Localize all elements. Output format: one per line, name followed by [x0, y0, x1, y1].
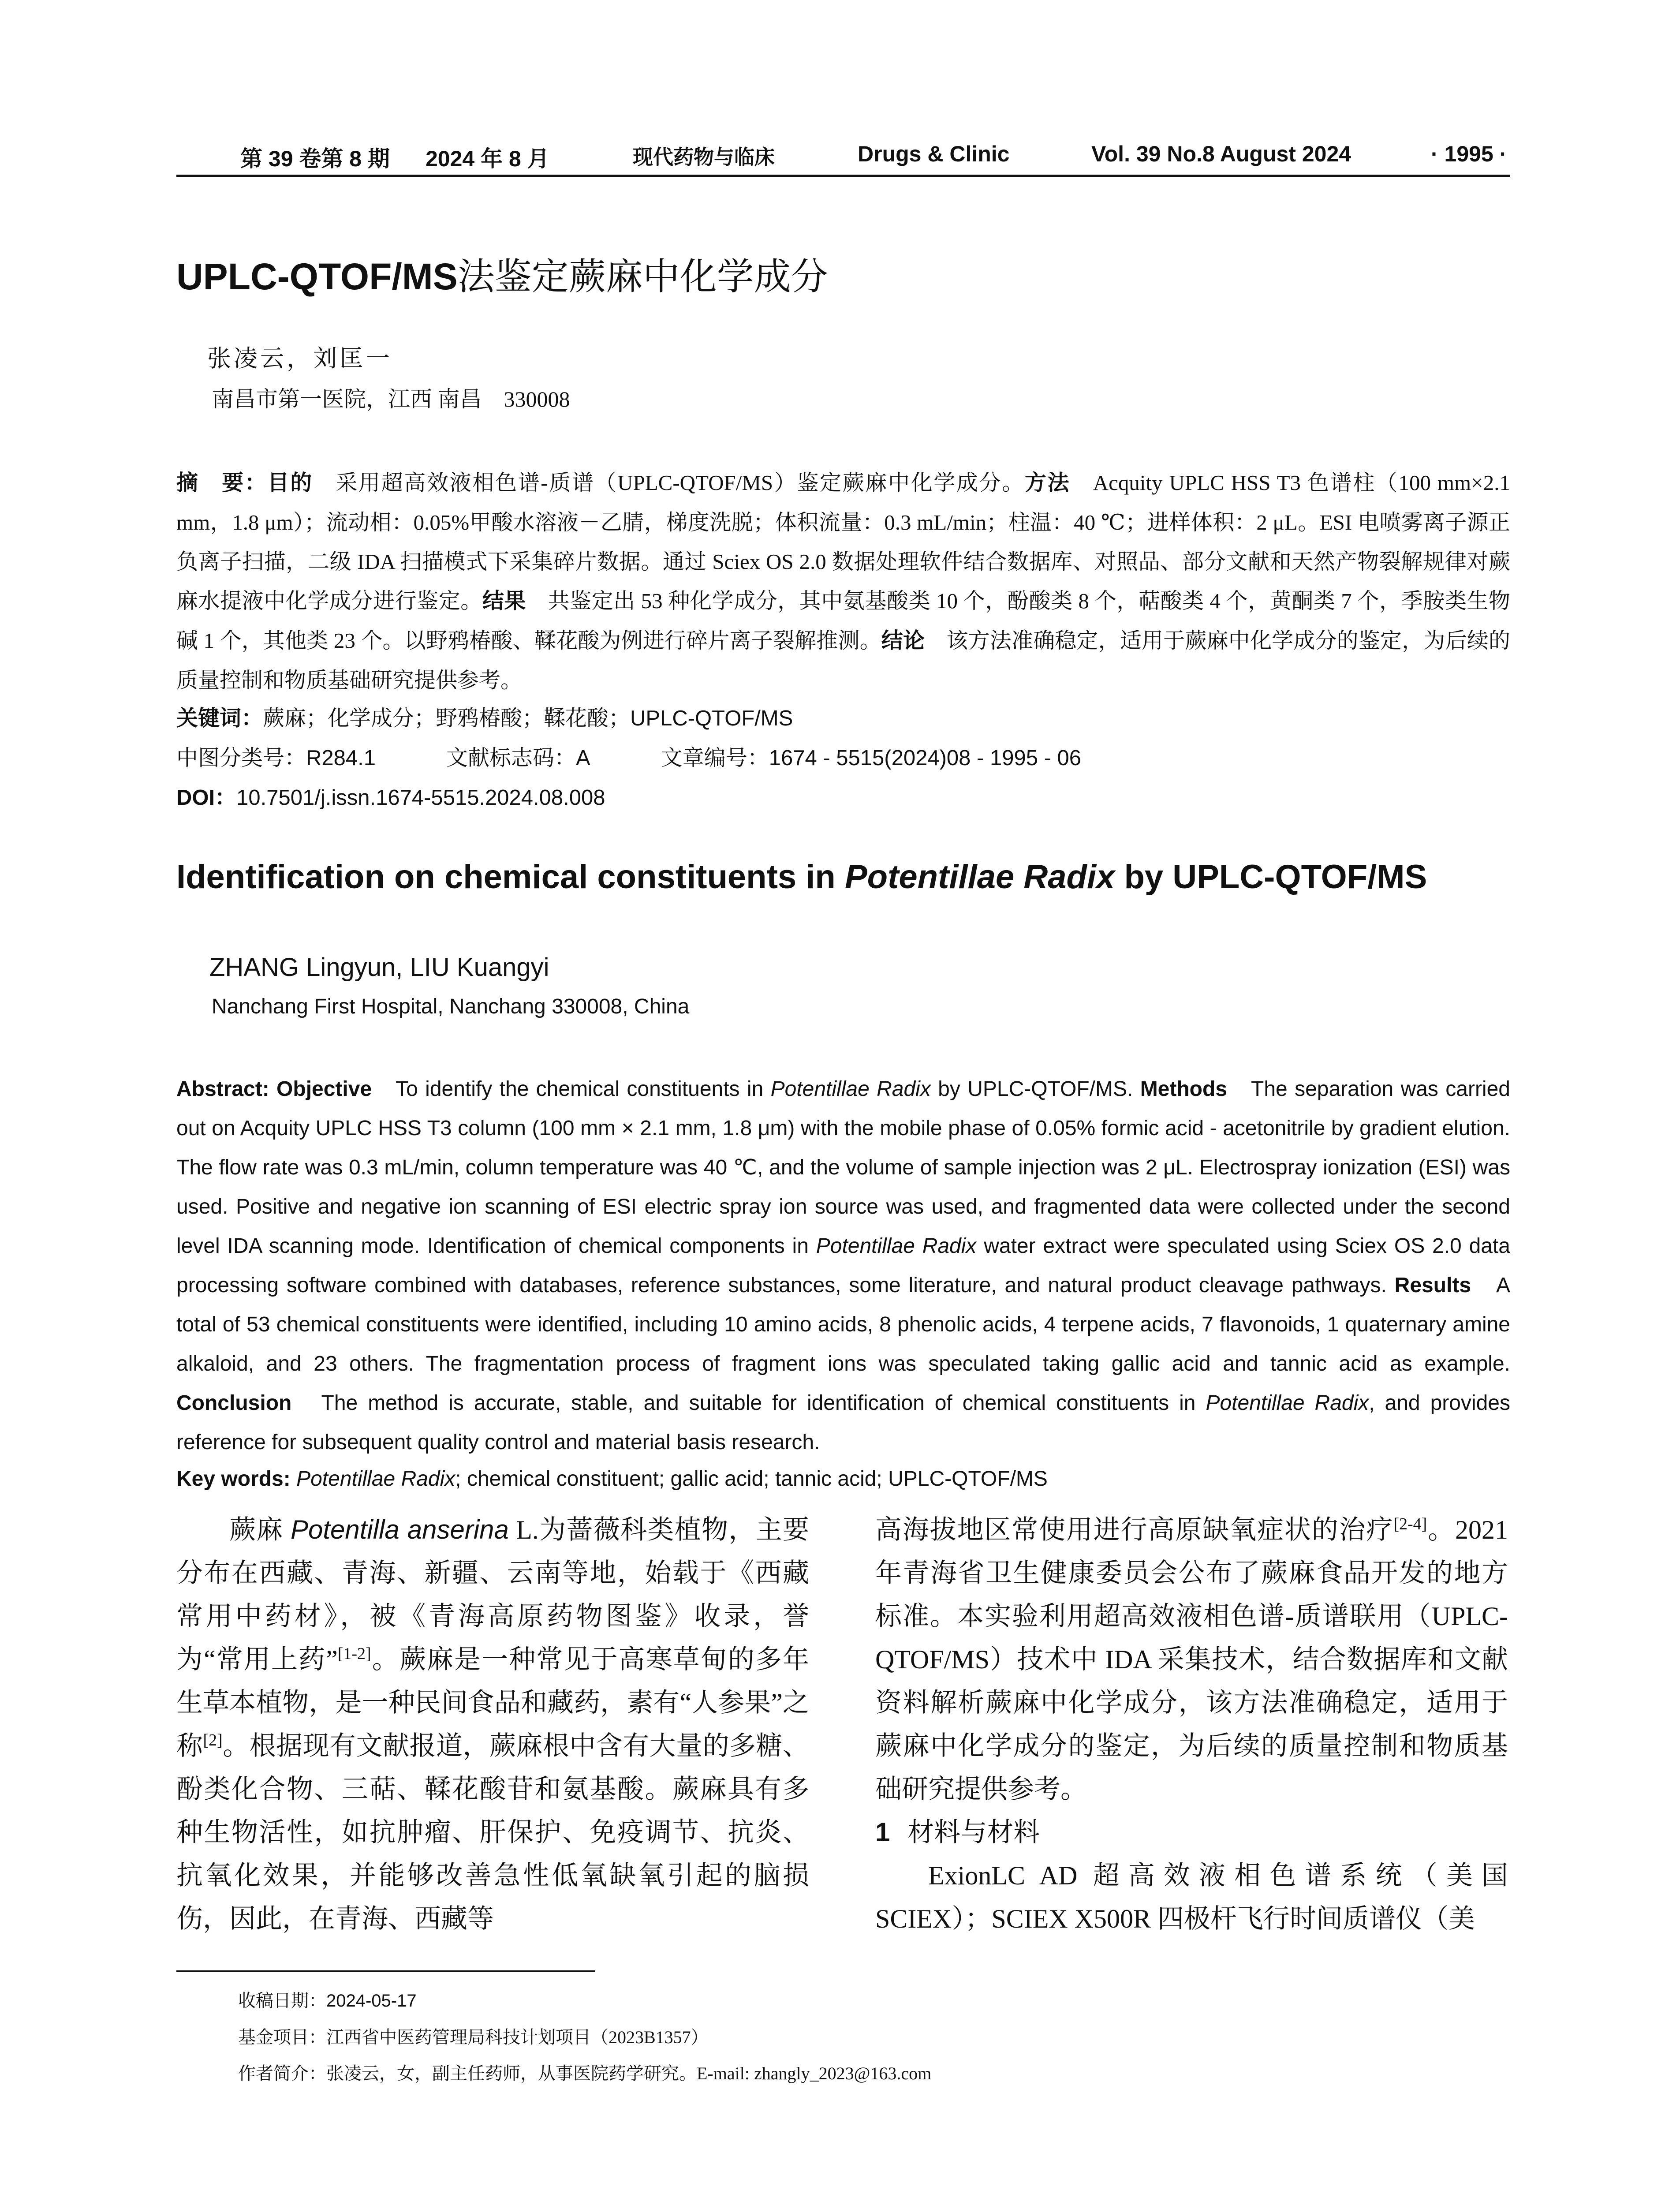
- doi-value[interactable]: 10.7501/j.issn.1674-5515.2024.08.008: [236, 786, 605, 810]
- abstract-en-objective-b: by UPLC-QTOF/MS.: [930, 1077, 1140, 1101]
- header-volume-cn: 第 39 卷第 8 期: [240, 146, 390, 171]
- citation-ref[interactable]: [2-4]: [1393, 1515, 1427, 1533]
- footnote-author: [238, 2059, 931, 2085]
- body-paragraph: [176, 1508, 809, 1940]
- abstract-cn-objective-label: 目的: [267, 471, 313, 495]
- clc-number: 中图分类号：R284.1: [176, 746, 376, 770]
- title-cn-latin: UPLC-QTOF/MS: [176, 256, 458, 297]
- abstract-en-methods-label: Methods: [1140, 1077, 1228, 1101]
- header-rule: [176, 175, 1510, 177]
- footnote-label: 收稿日期：: [238, 1991, 326, 2011]
- title-en-after: by UPLC-QTOF/MS: [1115, 858, 1427, 896]
- abstract-en-results: A total of 53 chemical constituents were identified, including 10 amino acids, 8 phenolic acids, 4 terpene acids, 7 flavonoids, 1 quaternary amine alkaloid, and 23 others. The fragmentation process of fragment ions was speculated taking gallic acid and tannic acid as example.: [176, 1274, 1510, 1375]
- abstract-en-methods-b: water extract were speculated using Sciex OS 2.0 data processing software combined with databases, reference substances, some literature, and natural product cleavage pathways.: [176, 1234, 1510, 1297]
- footnote-value: 江西省中医药管理局科技计划项目（2023B1357）: [326, 2027, 709, 2047]
- header-date-cn: 2024 年 8 月: [426, 146, 549, 171]
- doi-line: [176, 781, 605, 811]
- abstract-en-objective-italic: Potentillae Radix: [770, 1077, 931, 1101]
- body-text: 。蕨麻是一种常见于高寒草甸的多年生草本植物，是一种民间食品和藏药，素有“人参果”之称: [176, 1645, 810, 1760]
- section-number: 1: [875, 1817, 890, 1847]
- footnote-label: 基金项目：: [238, 2028, 326, 2047]
- abstract-en-methods-italic: Potentillae Radix: [816, 1234, 977, 1258]
- abstract-en-conclusion-italic: Potentillae Radix: [1206, 1391, 1369, 1415]
- doi-label: DOI：: [176, 786, 237, 810]
- section-title: 材料与材料: [907, 1817, 1040, 1847]
- header-page-number: · 1995 ·: [1431, 142, 1507, 166]
- abstract-cn-conclusion-label: 结论: [881, 629, 925, 653]
- footnote-label: 作者简介：: [238, 2064, 326, 2083]
- footnote-value: 2024-05-17: [326, 1991, 417, 2011]
- article-number: 文章编号：1674 - 5515(2024)08 - 1995 - 06: [661, 746, 1082, 770]
- footnote-rule: [176, 1970, 595, 1972]
- section-heading: [875, 1811, 1508, 1854]
- footnote-received: [238, 1987, 417, 2012]
- doc-code: 文献标志码：A: [446, 746, 590, 770]
- abstract-en-conclusion-label: Conclusion: [176, 1391, 292, 1415]
- abstract-en-conclusion-b: , and provides reference for subsequent quality control and material basis research.: [176, 1391, 1510, 1454]
- title-cn-rest: 法鉴定蕨麻中化学成分: [457, 257, 828, 298]
- citation-ref[interactable]: [2]: [203, 1731, 223, 1749]
- keywords-cn-value: 蕨麻；化学成分；野鸦椿酸；鞣花酸；UPLC-QTOF/MS: [263, 706, 793, 730]
- authors-cn: 张凌云，刘匡一: [207, 345, 392, 372]
- keywords-cn: [176, 701, 793, 732]
- affiliation-cn: 南昌市第一医院，江西 南昌 330008: [212, 387, 570, 411]
- abstract-en: [176, 1069, 1510, 1462]
- classification-line: [176, 741, 1081, 772]
- title-en-before: Identification on chemical constituents in: [176, 858, 845, 896]
- abstract-en-label: Abstract: Objective: [176, 1077, 372, 1101]
- keywords-en-italic: Potentillae Radix: [290, 1467, 455, 1491]
- article-title-cn: [176, 247, 828, 300]
- abstract-cn: [176, 463, 1510, 700]
- affiliation-en: Nanchang First Hospital, Nanchang 330008, China: [212, 995, 690, 1018]
- abstract-cn-conclusion: 该方法准确稳定，适用于蕨麻中化学成分的鉴定，为后续的质量控制和物质基础研究提供参考。: [176, 628, 1510, 692]
- abstract-en-methods-a: The separation was carried out on Acquity UPLC HSS T3 column (100 mm × 2.1 mm, 1.8 μm) with the mobile phase of 0.05% formic acid - acetonitrile by gradient elution. The flow rate was 0.3 mL/min, column temperature was 40 ℃, and the volume of sample injection was 2 μL. Electrospray ionization (ESI) was used. Positive and negative ion scanning of ESI electric spray ion source was used, and fragmented data were collected under the second level IDA scanning mode. Identification of chemical components in: [176, 1077, 1510, 1258]
- body-text: ExionLC AD 超高效液相色谱系统（美国 SCIEX）；SCIEX X500R 四极杆飞行时间质谱仪（美: [875, 1861, 1508, 1933]
- abstract-en-conclusion-a: The method is accurate, stable, and suitable for identification of chemical constituents in: [291, 1391, 1206, 1415]
- abstract-cn-label: 摘 要：: [176, 471, 268, 495]
- keywords-en-rest: ; chemical constituent; gallic acid; tannic acid; UPLC-QTOF/MS: [455, 1467, 1048, 1491]
- footnote-value: 张凌云，女，副主任药师，从事医院药学研究。E-mail: zhangly_2023@163.com: [326, 2063, 932, 2083]
- abstract-cn-results-label: 结果: [482, 589, 526, 613]
- authors-en: ZHANG Lingyun, LIU Kuangyi: [209, 953, 549, 982]
- header-volume-en: Vol. 39 No.8 August 2024: [1091, 142, 1351, 166]
- abstract-en-objective-a: To identify the chemical constituents in: [372, 1077, 771, 1101]
- keywords-cn-label: 关键词：: [176, 706, 263, 730]
- body-text: 蕨麻: [229, 1515, 291, 1544]
- abstract-cn-objective: 采用超高效液相色谱-质谱（UPLC-QTOF/MS）鉴定蕨麻中化学成分。: [313, 471, 1025, 495]
- keywords-en-label: Key words:: [176, 1467, 291, 1491]
- keywords-en: [176, 1467, 1048, 1491]
- body-text: 。2021 年青海省卫生健康委员会公布了蕨麻食品开发的地方标准。本实验利用超高效液相色谱-质谱联用（UPLC-QTOF/MS）技术中 IDA 采集技术，结合数据库和文献资料解析蕨麻中化学成分，该方法准确稳定，适用于蕨麻中化学成分的鉴定，为后续的质量控制和物质基础研究提供参考。: [875, 1515, 1508, 1804]
- abstract-cn-methods: Acquity UPLC HSS T3 色谱柱（100 mm×2.1 mm，1.8 μm）；流动相：0.05%甲酸水溶液－乙腈，梯度洗脱；体积流量：0.3 mL/min；柱温：40 ℃；进样体积：2 μL。ESI 电喷雾离子源正负离子扫描，二级 IDA 扫描模式下采集碎片数据。通过 Sciex OS 2.0 数据处理软件结合数据库、对照品、部分文献和天然产物裂解规律对蕨麻水提液中化学成分进行鉴定。: [176, 471, 1510, 613]
- body-column-right: [875, 1508, 1508, 1940]
- article-title-en: [176, 858, 1427, 896]
- body-text: L.为蔷薇科类植物，主要分布在西藏、青海、新疆、云南等地，始载于《西藏常用中药材》，被《青海高原药物图鉴》收录，誉为“常用上药”: [176, 1515, 809, 1674]
- body-paragraph: [875, 1508, 1508, 1811]
- abstract-cn-methods-label: 方法: [1024, 471, 1071, 495]
- abstract-en-results-label: Results: [1394, 1274, 1471, 1297]
- citation-ref[interactable]: [1-2]: [337, 1644, 371, 1663]
- body-text: 。根据现有文献报道，蕨麻根中含有大量的多糖、酚类化合物、三萜、鞣花酸苷和氨基酸。蕨麻具有多种生物活性，如抗肿瘤、肝保护、免疫调节、抗炎、抗氧化效果，并能够改善急性低氧缺氧引起的脑损伤，因此，在青海、西藏等: [176, 1731, 810, 1933]
- abstract-cn-results: 共鉴定出 53 种化学成分，其中氨基酸类 10 个，酚酸类 8 个，萜酸类 4 个，黄酮类 7 个，季胺类生物碱 1 个，其他类 23 个。以野鸦椿酸、鞣花酸为例进行碎片离子裂解推测。: [176, 589, 1510, 653]
- footnote-fund: [238, 2023, 709, 2048]
- body-text: 高海拔地区常使用进行高原缺氧症状的治疗: [875, 1515, 1394, 1544]
- species-name: Potentilla anserina: [290, 1515, 509, 1544]
- title-en-italic: Potentillae Radix: [844, 858, 1115, 896]
- body-paragraph: [875, 1854, 1508, 1940]
- header-journal-en: Drugs & Clinic: [858, 142, 1010, 166]
- body-column-left: [176, 1508, 809, 1940]
- header-journal-cn: 现代药物与临床: [633, 145, 775, 169]
